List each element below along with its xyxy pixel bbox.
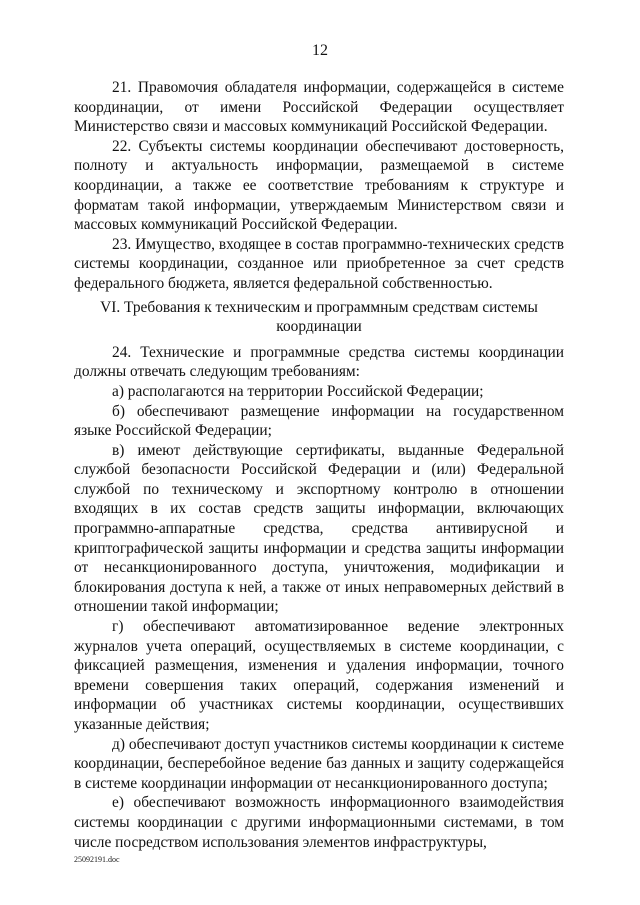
paragraph-24-g: г) обеспечивают автоматизированное ведение электронных журналов учета операций, осуществляемых в системе координации, с фиксацией размещения, изменения и удаления информации, точного времени совершения таких операций, содержания изменений и информации об участниках системы координации, осуществивших указанные действия;: [74, 618, 564, 733]
paragraph-24-a: а) располагаются на территории Российской Федерации;: [112, 382, 484, 400]
document-body: [74, 78, 564, 852]
paragraph-24-e: е) обеспечивают возможность информационного взаимодействия системы координации с другими информационными системами, в том числе посредством использования элементов инфраструктуры,: [74, 794, 564, 851]
footer-document-code: 25092191.doc: [74, 855, 120, 864]
paragraph-24-d: д) обеспечивают доступ участников системы координации к системе координации, бесперебойное ведение баз данных и защиту содержащейся в системе координации информации от несанкционированного доступа;: [74, 735, 564, 792]
section-heading: VI. Требования к техническим и программным средствам системы координации: [100, 298, 538, 336]
paragraph-24-v: в) имеют действующие сертификаты, выданные Федеральной службой безопасности Российской Федерации и (или) Федеральной службой по техническому и экспортному контролю в отношении входящих в их состав средств защиты информации, включающих программно-аппаратные средства, средства антивирусной и криптографической защиты информации и средства защиты информации от несанкционированного доступа, уничтожения, модификации и блокирования доступа к ней, а также от иных неправомерных действий в отношении такой информации;: [74, 441, 564, 616]
paragraph-24: 24. Технические и программные средства системы координации должны отвечать следующим требованиям:: [74, 343, 564, 381]
paragraph-23: 23. Имущество, входящее в состав программно-технических средств системы координации, созданное или приобретенное за счет средств федерального бюджета, является федеральной собственностью.: [74, 235, 564, 292]
paragraph-24-b: б) обеспечивают размещение информации на государственном языке Российской Федерации;: [74, 402, 564, 440]
paragraph-21: 21. Правомочия обладателя информации, содержащейся в системе координации, от имени Российской Федерации осуществляет Министерство связи и массовых коммуникаций Российской Федерации.: [74, 79, 564, 136]
paragraph-22: 22. Субъекты системы координации обеспечивают достоверность, полноту и актуальность информации, размещаемой в системе координации, а также ее соответствие требованиям к структуре и форматам такой информации, утверждаемым Министерством связи и массовых коммуникаций Российской Федерации.: [74, 137, 564, 234]
page-number: 12: [312, 42, 328, 59]
